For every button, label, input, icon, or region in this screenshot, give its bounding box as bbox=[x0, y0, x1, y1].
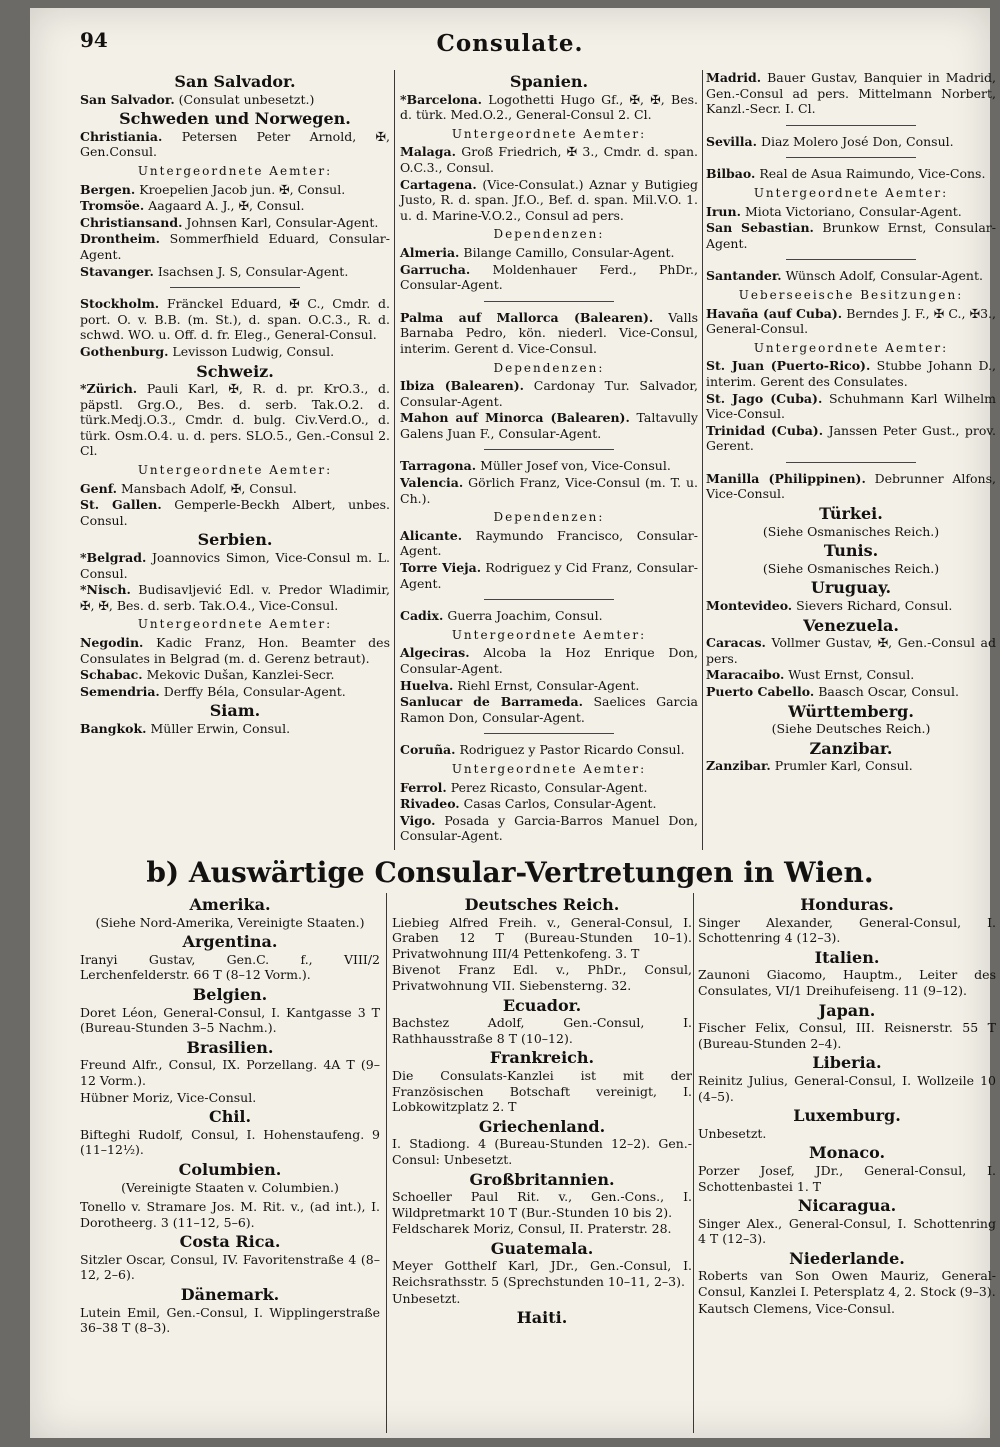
city-name: St. Gallen. bbox=[80, 497, 162, 513]
consulate-entry bbox=[698, 1163, 996, 1194]
divider-rule bbox=[786, 259, 916, 260]
consulate-entry bbox=[400, 262, 698, 293]
country-heading: Deutsches Reich. bbox=[464, 895, 620, 914]
entry-text: Kautsch Clemens, Vice-Consul. bbox=[698, 1300, 895, 1316]
consulate-entry bbox=[706, 166, 996, 182]
country-heading: Argentina. bbox=[182, 932, 278, 952]
country-heading: Liberia. bbox=[812, 1053, 882, 1073]
entry-text: Schuhmann Karl Wilhelm Vice-Consul. bbox=[706, 390, 996, 422]
entry-text: Iranyi Gustav, Gen.C. f., VIII/2 Lerchenfelderstr. 66 T (8–12 Vorm.). bbox=[80, 951, 380, 983]
country-heading: Türkei. bbox=[819, 504, 883, 524]
country-heading: Costa Rica. bbox=[179, 1232, 281, 1252]
country-heading: Zanzibar. bbox=[809, 738, 893, 758]
entry-text: Kadic Franz, Hon. Beamter des Consulates in Belgrad (m. d. Gerenz betraut). bbox=[80, 635, 390, 666]
country-heading: Serbien. bbox=[197, 530, 273, 550]
consulate-entry bbox=[400, 742, 698, 758]
consulate-entry bbox=[392, 1291, 692, 1307]
consulate-entry bbox=[400, 144, 698, 175]
entry-text: Bifteghi Rudolf, Consul, I. Hohenstaufeng. 9 (11–12½). bbox=[80, 1126, 380, 1158]
entry-text: Moldenhauer Ferd., PhDr., Consular-Agent. bbox=[400, 261, 698, 293]
consulate-entry bbox=[400, 475, 698, 506]
subheading: Dependenzen: bbox=[493, 227, 605, 242]
entry-text: Kroepelien Jacob jun. ✠, Consul. bbox=[139, 181, 346, 197]
consulate-entry bbox=[80, 481, 390, 497]
entry-text: Prumler Karl, Consul. bbox=[774, 758, 913, 774]
consulate-entry bbox=[392, 1258, 692, 1289]
entry-text: Pauli Karl, ✠, R. d. pr. KrO.3., d. päpstl. Grg.O., Bes. d. serb. Tak.O.2. d. türk.Medj.O.3., Cmdr. d. bulg. Civ.Verd.O., d. türk. Osm.O.4. u. d. pers. SLO.5., Gen.-Consul 2. Cl. bbox=[80, 381, 390, 459]
page-number: 94 bbox=[80, 28, 108, 52]
city-name: Trinidad (Cuba). bbox=[706, 422, 824, 438]
city-name: Torre Vieja. bbox=[400, 560, 482, 576]
consulate-entry bbox=[400, 813, 698, 844]
consulate-entry bbox=[706, 667, 996, 683]
entry-text: Müller Josef von, Vice-Consul. bbox=[480, 458, 671, 474]
city-name: San Sebastian. bbox=[706, 220, 814, 236]
consulate-entry bbox=[400, 796, 698, 812]
city-name: Stavanger. bbox=[80, 263, 154, 279]
country-heading: Frankreich. bbox=[489, 1048, 595, 1068]
city-name: Sevilla. bbox=[706, 133, 757, 149]
city-name: Santander. bbox=[706, 268, 782, 284]
cross-reference-note: (Siehe Nord-Amerika, Vereinigte Staaten.) bbox=[95, 914, 365, 930]
entry-text: Freund Alfr., Consul, IX. Porzellang. 4A T (9–12 Vorm.). bbox=[80, 1057, 380, 1088]
consulate-entry bbox=[706, 70, 996, 117]
entry-text: Müller Erwin, Consul. bbox=[150, 720, 291, 736]
entry-text: Isachsen J. S, Consular-Agent. bbox=[157, 263, 349, 279]
entry-text: Sitzler Oscar, Consul, IV. Favoritenstraße 4 (8–12, 2–6). bbox=[80, 1251, 380, 1283]
consulate-entry bbox=[706, 204, 996, 220]
entry-text: Brunkow Ernst, Consular-Agent. bbox=[706, 220, 996, 251]
consulate-entry bbox=[400, 678, 698, 694]
consulate-entry bbox=[392, 1136, 692, 1167]
consulate-entry bbox=[400, 694, 698, 725]
city-name: Malaga. bbox=[400, 144, 456, 160]
consulate-entry bbox=[706, 134, 996, 150]
country-heading: Columbien. bbox=[178, 1159, 282, 1179]
country-heading: Belgien. bbox=[192, 984, 268, 1004]
consulate-entry bbox=[706, 758, 996, 774]
consulate-entry bbox=[80, 215, 390, 231]
entry-text: Miota Victoriano, Consular-Agent. bbox=[744, 203, 962, 219]
entry-text: Berndes J. F., ✠ C., ✠3., General-Consul. bbox=[706, 305, 996, 337]
country-heading: Brasilien. bbox=[186, 1037, 274, 1057]
entry-text: Janssen Peter Gust., prov. Gerent. bbox=[706, 422, 996, 454]
entry-text: Bilange Camillo, Consular-Agent. bbox=[463, 244, 675, 260]
entry-text: Fränckel Eduard, ✠ C., Cmdr. d. port. O. v. B.B. (m. St.), d. span. O.C.3., R. d. schwd. WO. u. Off. d. fr. Eleg., General-Consul. bbox=[80, 296, 391, 343]
subheading: Untergeordnete Aemter: bbox=[451, 627, 647, 642]
consulate-entry bbox=[698, 1268, 996, 1299]
entry-text: Görlich Franz, Vice-Consul (m. T. u. Ch.). bbox=[400, 475, 698, 506]
entry-text: Bauer Gustav, Banquier in Madrid, Gen.-Consul ad pers. Mittelmann Norbert, Kanzl.-Secr. I. Cl. bbox=[706, 70, 996, 117]
consulate-entry bbox=[80, 952, 380, 983]
consulate-entry bbox=[400, 458, 698, 474]
country-heading: San Salvador. bbox=[174, 72, 296, 91]
entry-text: Fischer Felix, Consul, III. Reisnerstr. 55 T (Bureau-Stunden 2–4). bbox=[698, 1020, 996, 1051]
subheading: Untergeordnete Aemter: bbox=[451, 761, 647, 776]
consulate-entry bbox=[80, 1005, 380, 1036]
city-name: Manilla (Philippinen). bbox=[706, 470, 866, 486]
city-name: Puerto Cabello. bbox=[706, 684, 815, 699]
entry-text: Posada y Garcia-Barros Manuel Don, Consular-Agent. bbox=[400, 812, 698, 844]
entry-text: Debrunner Alfons, Vice-Consul. bbox=[706, 470, 996, 502]
consulate-entry bbox=[706, 306, 996, 337]
entry-text: Doret Léon, General-Consul, I. Kantgasse 3 T (Bureau-Stunden 3–5 Nachm.). bbox=[80, 1004, 380, 1036]
entry-text: Hübner Moriz, Vice-Consul. bbox=[80, 1089, 257, 1105]
divider-rule bbox=[484, 301, 614, 302]
subheading: Untergeordnete Aemter: bbox=[137, 463, 333, 478]
entry-text: Wünsch Adolf, Consular-Agent. bbox=[785, 268, 983, 284]
divider-rule bbox=[170, 287, 300, 288]
city-name: Cartagena. bbox=[400, 176, 477, 192]
city-name: Schabac. bbox=[80, 667, 143, 683]
consulate-entry bbox=[80, 684, 390, 700]
city-name: Irun. bbox=[706, 203, 741, 219]
consulate-entry bbox=[698, 1216, 996, 1247]
consulate-entry bbox=[80, 231, 390, 262]
country-heading: Nicaragua. bbox=[797, 1196, 897, 1216]
city-name: Havaña (auf Cuba). bbox=[706, 305, 843, 321]
entry-text: Groß Friedrich, ✠ 3., Cmdr. d. span. O.C.3., Consul. bbox=[400, 144, 698, 175]
city-name: Genf. bbox=[80, 480, 117, 496]
consulate-entry bbox=[400, 177, 698, 224]
consulate-entry bbox=[80, 296, 390, 343]
city-name: Ferrol. bbox=[400, 779, 447, 795]
section-heading: b) Auswärtige Consular-Vertretungen in Wien. bbox=[146, 856, 874, 889]
consulate-entry bbox=[392, 915, 692, 962]
cross-reference-note: (Siehe Osmanisches Reich.) bbox=[762, 560, 940, 576]
column-bottom-1 bbox=[80, 893, 380, 1337]
consulate-entry bbox=[706, 423, 996, 454]
entry-text: Singer Alex., General-Consul, I. Schottenring 4 T (12–3). bbox=[698, 1215, 996, 1247]
divider-rule bbox=[786, 125, 916, 126]
country-heading: Monaco. bbox=[808, 1143, 886, 1163]
city-name: San Salvador. bbox=[80, 91, 175, 107]
entry-text: Lutein Emil, Gen.-Consul, I. Wipplingerstraße 36–38 T (8–3). bbox=[80, 1304, 380, 1336]
entry-text: Casas Carlos, Consular-Agent. bbox=[463, 796, 657, 812]
entry-text: Reinitz Julius, General-Consul, I. Wollzeile 10 (4–5). bbox=[698, 1072, 996, 1104]
consulate-entry bbox=[80, 264, 390, 280]
column-divider bbox=[693, 893, 694, 1433]
entry-text: Schoeller Paul Rit. v., Gen.-Cons., I. Wildpretmarkt 10 T (Bur.-Stunden 10 bis 2). bbox=[392, 1189, 692, 1220]
entry-text: (Consulat unbesetzt.) bbox=[178, 91, 315, 107]
city-name: Rivadeo. bbox=[400, 796, 460, 812]
consulate-entry bbox=[706, 391, 996, 422]
city-name: Ibiza (Balearen). bbox=[400, 378, 524, 394]
city-name: Valencia. bbox=[400, 475, 464, 491]
entry-text: Diaz Molero José Don, Consul. bbox=[760, 133, 954, 149]
column-divider bbox=[702, 70, 703, 850]
running-head: Consulate. bbox=[436, 30, 584, 57]
consulate-entry bbox=[400, 528, 698, 559]
entry-text: Bivenot Franz Edl. v., PhDr., Consul, Privatwohnung VII. Siebensterng. 32. bbox=[392, 962, 692, 993]
country-heading: Schweiz. bbox=[196, 361, 274, 381]
city-name: Christiania. bbox=[80, 128, 163, 144]
city-name: Maracaibo. bbox=[706, 667, 785, 683]
consulate-entry bbox=[400, 310, 698, 357]
city-name: Christiansand. bbox=[80, 214, 183, 230]
column-bottom-2 bbox=[392, 893, 692, 1328]
country-heading: Honduras. bbox=[800, 895, 894, 914]
entry-text: Real de Asua Raimundo, Vice-Cons. bbox=[759, 166, 986, 182]
column-top-1 bbox=[80, 70, 390, 738]
entry-text: Zaunoni Giacomo, Hauptm., Leiter des Consulates, VI/1 Dreihufeiseng. 11 (9–12). bbox=[698, 967, 996, 998]
entry-text: Raymundo Francisco, Consular-Agent. bbox=[400, 527, 698, 559]
entry-text: Budisavljević Edl. v. Predor Wladimir, ✠, ✠, Bes. d. serb. Tak.O.4., Vice-Consul. bbox=[80, 582, 390, 613]
entry-text: Liebieg Alfred Freih. v., General-Consul, I. Graben 12 T (Bureau-Stunden 10–1). Privatwohnung III/4 Pettenkofeng. 3. T bbox=[392, 914, 692, 961]
consulate-entry bbox=[706, 471, 996, 502]
city-name: Garrucha. bbox=[400, 261, 471, 277]
city-name: Coruña. bbox=[400, 742, 456, 758]
country-heading: Haiti. bbox=[516, 1308, 568, 1328]
city-name: Stockholm. bbox=[80, 296, 160, 312]
subheading: Dependenzen: bbox=[493, 510, 605, 525]
subheading: Untergeordnete Aemter: bbox=[451, 126, 647, 141]
consulate-entry bbox=[698, 1301, 996, 1317]
entry-text: Roberts van Son Owen Mauriz, General-Consul, Kanzlei I. Petersplatz 4, 2. Stock (9–3). bbox=[698, 1268, 996, 1300]
city-name: Caracas. bbox=[706, 635, 766, 651]
consulate-entry bbox=[400, 245, 698, 261]
entry-text: Joannovics Simon, Vice-Consul m. L. Consul. bbox=[80, 550, 390, 581]
consulate-entry bbox=[80, 497, 390, 528]
city-name: Bilbao. bbox=[706, 166, 756, 182]
entry-text: Mansbach Adolf, ✠, Consul. bbox=[120, 480, 297, 496]
entry-text: Valls Barnaba Pedro, kön. niederl. Vice-Consul, interim. Gerent d. Vice-Consul. bbox=[400, 309, 698, 356]
country-heading: Uruguay. bbox=[810, 578, 892, 598]
city-name: St. Juan (Puerto-Rico). bbox=[706, 358, 871, 374]
consulate-entry bbox=[392, 1221, 692, 1237]
divider-rule bbox=[484, 599, 614, 600]
entry-text: Sievers Richard, Consul. bbox=[796, 598, 953, 614]
consulate-entry bbox=[80, 550, 390, 581]
country-heading: Luxemburg. bbox=[793, 1106, 901, 1126]
country-heading: Dänemark. bbox=[180, 1285, 280, 1305]
book-page bbox=[30, 8, 996, 1438]
city-name: *Zürich. bbox=[80, 381, 138, 397]
entry-text: Logothetti Hugo Gf., ✠, ✠, Bes. d. türk. Med.O.2., General-Consul 2. Cl. bbox=[400, 91, 698, 123]
consulate-entry bbox=[80, 1252, 380, 1283]
city-name: Gothenburg. bbox=[80, 343, 169, 359]
consulate-entry bbox=[80, 92, 390, 108]
consulate-entry bbox=[400, 410, 698, 441]
country-heading: Griechenland. bbox=[478, 1116, 606, 1136]
city-name: Tarragona. bbox=[400, 458, 477, 474]
consulate-entry bbox=[80, 1057, 380, 1088]
column-divider bbox=[386, 893, 387, 1433]
consulate-entry bbox=[80, 129, 390, 160]
consulate-entry bbox=[706, 598, 996, 614]
divider-rule bbox=[786, 157, 916, 158]
country-heading: Guatemala. bbox=[490, 1238, 594, 1258]
entry-text: Cardonay Tur. Salvador, Consular-Agent. bbox=[400, 378, 698, 409]
entry-text: Unbesetzt. bbox=[698, 1125, 767, 1141]
entry-text: Rodriguez y Pastor Ricardo Consul. bbox=[459, 742, 685, 758]
consulate-entry bbox=[80, 182, 390, 198]
consulate-entry bbox=[80, 1199, 380, 1230]
consulate-entry bbox=[706, 635, 996, 666]
country-heading: Siam. bbox=[209, 701, 261, 721]
consulate-entry bbox=[400, 560, 698, 591]
subheading: Ueberseeische Besitzungen: bbox=[738, 287, 964, 302]
consulate-entry bbox=[400, 92, 698, 123]
entry-text: Alcoba la Hoz Enrique Don, Consular-Agent. bbox=[400, 645, 698, 676]
country-heading: Württemberg. bbox=[788, 701, 914, 721]
entry-text: Stubbe Johann D., interim. Gerent des Consulates. bbox=[706, 358, 996, 389]
entry-text: Porzer Josef, JDr., General-Consul, I. Schottenbastei 1. T bbox=[698, 1162, 996, 1194]
consulate-entry bbox=[80, 1305, 380, 1336]
country-heading: Venezuela. bbox=[803, 615, 899, 635]
entry-text: Tonello v. Stramare Jos. M. Rit. v., (ad int.), I. Dorotheerg. 3 (11–12, 5–6). bbox=[80, 1199, 380, 1230]
consulate-entry bbox=[392, 1015, 692, 1046]
entry-text: Rodriguez y Cid Franz, Consular-Agent. bbox=[400, 560, 698, 591]
country-heading: Großbritannien. bbox=[469, 1169, 615, 1189]
city-name: *Barcelona. bbox=[400, 91, 482, 107]
subheading: Untergeordnete Aemter: bbox=[137, 617, 333, 632]
city-name: Madrid. bbox=[706, 70, 762, 85]
entry-text: I. Stadiong. 4 (Bureau-Stunden 12–2). Gen.-Consul: Unbesetzt. bbox=[392, 1136, 692, 1167]
cross-reference-note: (Vereinigte Staaten v. Columbien.) bbox=[121, 1179, 339, 1195]
consulate-entry bbox=[698, 967, 996, 998]
consulate-entry bbox=[706, 684, 996, 700]
column-top-2 bbox=[400, 70, 698, 845]
consulate-entry bbox=[706, 358, 996, 389]
city-name: Semendria. bbox=[80, 683, 160, 699]
entry-text: Unbesetzt. bbox=[392, 1290, 461, 1306]
subheading: Untergeordnete Aemter: bbox=[753, 340, 949, 355]
divider-rule bbox=[484, 733, 614, 734]
subheading: Untergeordnete Aemter: bbox=[137, 163, 333, 178]
entry-text: Feldscharek Moriz, Consul, II. Praterstr. 28. bbox=[392, 1221, 672, 1237]
cross-reference-note: (Siehe Deutsches Reich.) bbox=[771, 721, 931, 737]
city-name: Palma auf Mallorca (Balearen). bbox=[400, 309, 654, 325]
column-top-3 bbox=[706, 70, 996, 775]
city-name: Vigo. bbox=[400, 812, 436, 828]
entry-text: Mekovic Dušan, Kanzlei-Secr. bbox=[146, 667, 335, 683]
consulate-entry bbox=[400, 645, 698, 676]
consulate-entry bbox=[698, 1020, 996, 1051]
city-name: Almeria. bbox=[400, 244, 460, 260]
city-name: Mahon auf Minorca (Balearen). bbox=[400, 410, 630, 426]
entry-text: Guerra Joachim, Consul. bbox=[447, 608, 603, 624]
country-heading: Niederlande. bbox=[789, 1248, 905, 1268]
city-name: Alicante. bbox=[400, 527, 463, 543]
subheading: Untergeordnete Aemter: bbox=[753, 185, 949, 200]
entry-text: Taltavully Galens Juan F., Consular-Agent. bbox=[400, 410, 698, 441]
city-name: Bangkok. bbox=[80, 720, 147, 736]
city-name: Drontheim. bbox=[80, 231, 160, 247]
city-name: *Nisch. bbox=[80, 582, 131, 598]
entry-text: Baasch Oscar, Consul. bbox=[818, 684, 959, 699]
entry-text: Vollmer Gustav, ✠, Gen.-Consul ad pers. bbox=[706, 635, 996, 666]
city-name: Bergen. bbox=[80, 181, 136, 197]
consulate-entry bbox=[392, 962, 692, 993]
country-heading: Italien. bbox=[814, 947, 880, 967]
column-divider bbox=[394, 70, 395, 850]
consulate-entry bbox=[80, 721, 390, 737]
country-heading: Amerika. bbox=[189, 895, 271, 914]
cross-reference-note: (Siehe Osmanisches Reich.) bbox=[762, 523, 940, 539]
entry-text: Aagaard A. J., ✠, Consul. bbox=[148, 198, 305, 214]
consulate-entry bbox=[80, 635, 390, 666]
entry-text: Sommerfhield Eduard, Consular-Agent. bbox=[80, 231, 390, 262]
column-bottom-3 bbox=[698, 893, 996, 1317]
consulate-entry bbox=[80, 198, 390, 214]
consulate-entry bbox=[80, 344, 390, 360]
entry-text: Die Consulats-Kanzlei ist mit der Französischen Botschaft vereinigt, I. Lobkowitzplatz 2. T bbox=[392, 1067, 692, 1115]
country-heading: Chil. bbox=[208, 1107, 252, 1127]
entry-text: Levisson Ludwig, Consul. bbox=[172, 343, 335, 359]
consulate-entry bbox=[80, 1127, 380, 1158]
consulate-entry bbox=[400, 780, 698, 796]
city-name: St. Jago (Cuba). bbox=[706, 390, 823, 406]
consulate-entry bbox=[80, 582, 390, 613]
consulate-entry bbox=[392, 1068, 692, 1115]
entry-text: Johnsen Karl, Consular-Agent. bbox=[186, 214, 379, 230]
divider-rule bbox=[484, 449, 614, 450]
divider-rule bbox=[786, 462, 916, 463]
country-heading: Schweden und Norwegen. bbox=[119, 109, 351, 129]
city-name: Montevideo. bbox=[706, 598, 793, 614]
consulate-entry bbox=[706, 220, 996, 251]
consulate-entry bbox=[698, 1126, 996, 1142]
city-name: Sanlucar de Barrameda. bbox=[400, 694, 583, 710]
city-name: *Belgrad. bbox=[80, 550, 147, 566]
entry-text: Bachstez Adolf, Gen.-Consul, I. Rathhausstraße 8 T (10–12). bbox=[392, 1015, 692, 1046]
consulate-entry bbox=[706, 268, 996, 284]
consulate-entry bbox=[400, 378, 698, 409]
entry-text: Saelices Garcia Ramon Don, Consular-Agent. bbox=[400, 694, 698, 725]
entry-text: Gemperle-Beckh Albert, unbes. Consul. bbox=[80, 497, 391, 528]
city-name: Cadix. bbox=[400, 608, 444, 624]
country-heading: Ecuador. bbox=[502, 995, 582, 1015]
entry-text: Perez Ricasto, Consular-Agent. bbox=[450, 779, 648, 795]
entry-text: Singer Alexander, General-Consul, I. Schottenring 4 (12–3). bbox=[698, 914, 996, 946]
city-name: Tromsöe. bbox=[80, 198, 145, 214]
consulate-entry bbox=[698, 915, 996, 946]
entry-text: Wust Ernst, Consul. bbox=[788, 667, 915, 683]
country-heading: Japan. bbox=[818, 1000, 876, 1020]
country-heading: Tunis. bbox=[823, 541, 879, 561]
entry-text: Riehl Ernst, Consular-Agent. bbox=[457, 677, 640, 693]
entry-text: Meyer Gotthelf Karl, JDr., Gen.-Consul, I. Reichsrathsstr. 5 (Sprechstunden 10–11, 2–3). bbox=[392, 1258, 692, 1290]
city-name: Negodin. bbox=[80, 635, 144, 650]
city-name: Huelva. bbox=[400, 677, 454, 693]
consulate-entry bbox=[80, 1090, 380, 1106]
consulate-entry bbox=[400, 608, 698, 624]
city-name: Zanzibar. bbox=[706, 758, 771, 774]
consulate-entry bbox=[80, 381, 390, 459]
consulate-entry bbox=[698, 1073, 996, 1104]
entry-text: Petersen Peter Arnold, ✠, Gen.Consul. bbox=[80, 128, 390, 160]
entry-text: Derffy Béla, Consular-Agent. bbox=[163, 683, 346, 699]
entry-text: (Vice-Consulat.) Aznar y Butigieg Justo, R. d. span. Jf.O., Bef. d. span. Mil.V.O. 1. u. d. Marine-V.O.2., Consul ad pers. bbox=[400, 176, 698, 223]
subheading: Dependenzen: bbox=[493, 360, 605, 375]
country-heading: Spanien. bbox=[509, 72, 589, 91]
city-name: Algeciras. bbox=[400, 645, 470, 661]
consulate-entry bbox=[392, 1189, 692, 1220]
consulate-entry bbox=[80, 667, 390, 683]
